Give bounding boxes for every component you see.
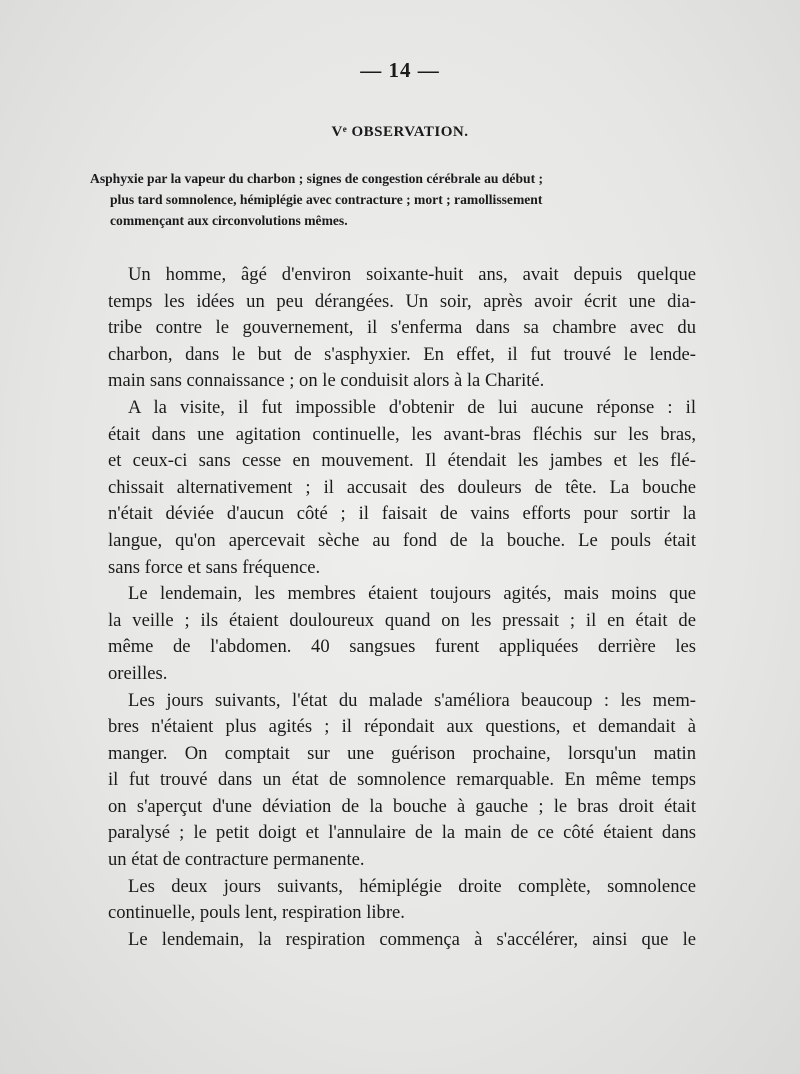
paragraph	[108, 927, 696, 954]
paragraph	[108, 581, 696, 687]
text-line: Le lendemain, les membres étaient toujours agités, mais moins que	[128, 583, 696, 605]
summary-line: plus tard somnolence, hémiplégie avec contracture ; mort ; ramollissement	[110, 192, 543, 207]
observation-summary	[90, 168, 700, 231]
text-line: un état de contracture permanente.	[108, 849, 365, 871]
text-line: même de l'abdomen. 40 sangsues furent appliquées derrière les	[108, 636, 696, 658]
text-line: on s'aperçut d'une déviation de la bouche à gauche ; le bras droit était	[108, 795, 696, 817]
section-title: Vᵉ OBSERVATION.	[331, 124, 469, 140]
text-line: Un homme, âgé d'environ soixante-huit ans, avait depuis quelque	[128, 264, 696, 285]
body-text	[108, 262, 696, 953]
text-line: n'était déviée d'aucun côté ; il faisait de vains efforts pour sortir la	[108, 503, 696, 525]
text-line: Le lendemain, la respiration commença à s'accélérer, ainsi que le	[128, 928, 696, 950]
text-line: et ceux-ci sans cesse en mouvement. Il étendait les jambes et les flé-	[108, 450, 696, 472]
paragraph	[108, 874, 696, 927]
text-line: continuelle, pouls lent, respiration libre.	[108, 902, 405, 924]
text-line: sans force et sans fréquence.	[108, 556, 321, 578]
text-line: chissait alternativement ; il accusait des douleurs de tête. La bouche	[108, 476, 696, 498]
text-line: main sans connaissance ; on le conduisit alors à la Charité.	[108, 370, 545, 392]
text-line: tribe contre le gouvernement, il s'enferma dans sa chambre avec du	[108, 317, 696, 339]
paragraph	[108, 395, 696, 581]
text-line: charbon, dans le but de s'asphyxier. En effet, il fut trouvé le lende-	[108, 343, 696, 365]
text-line: Les jours suivants, l'état du malade s'améliora beaucoup : les mem-	[128, 689, 696, 711]
text-line: oreilles.	[108, 662, 168, 684]
text-line: était dans une agitation continuelle, les avant-bras fléchis sur les bras,	[108, 423, 696, 445]
text-line: la veille ; ils étaient douloureux quand on les pressait ; il en était de	[108, 609, 696, 631]
text-line: bres n'étaient plus agités ; il répondait aux questions, et demandait à	[108, 716, 696, 738]
text-line: langue, qu'on apercevait sèche au fond de la bouche. Le pouls était	[108, 529, 696, 551]
paragraph	[108, 688, 696, 874]
page-number: — 14 —	[360, 58, 440, 82]
summary-line: commençant aux circonvolutions mêmes.	[110, 213, 348, 228]
text-line: Les deux jours suivants, hémiplégie droite complète, somnolence	[128, 875, 696, 897]
text-line: il fut trouvé dans un état de somnolence remarquable. En même temps	[108, 769, 696, 791]
summary-line: Asphyxie par la vapeur du charbon ; signes de congestion cérébrale au début ;	[90, 171, 544, 186]
text-line: paralysé ; le petit doigt et l'annulaire de la main de ce côté étaient dans	[108, 822, 696, 844]
text-line: A la visite, il fut impossible d'obtenir de lui aucune réponse : il	[128, 396, 696, 418]
text-line: manger. On comptait sur une guérison prochaine, lorsqu'un matin	[108, 742, 696, 764]
text-line: temps les idées un peu dérangées. Un soir, après avoir écrit une dia-	[108, 290, 696, 312]
paragraph	[108, 262, 696, 395]
